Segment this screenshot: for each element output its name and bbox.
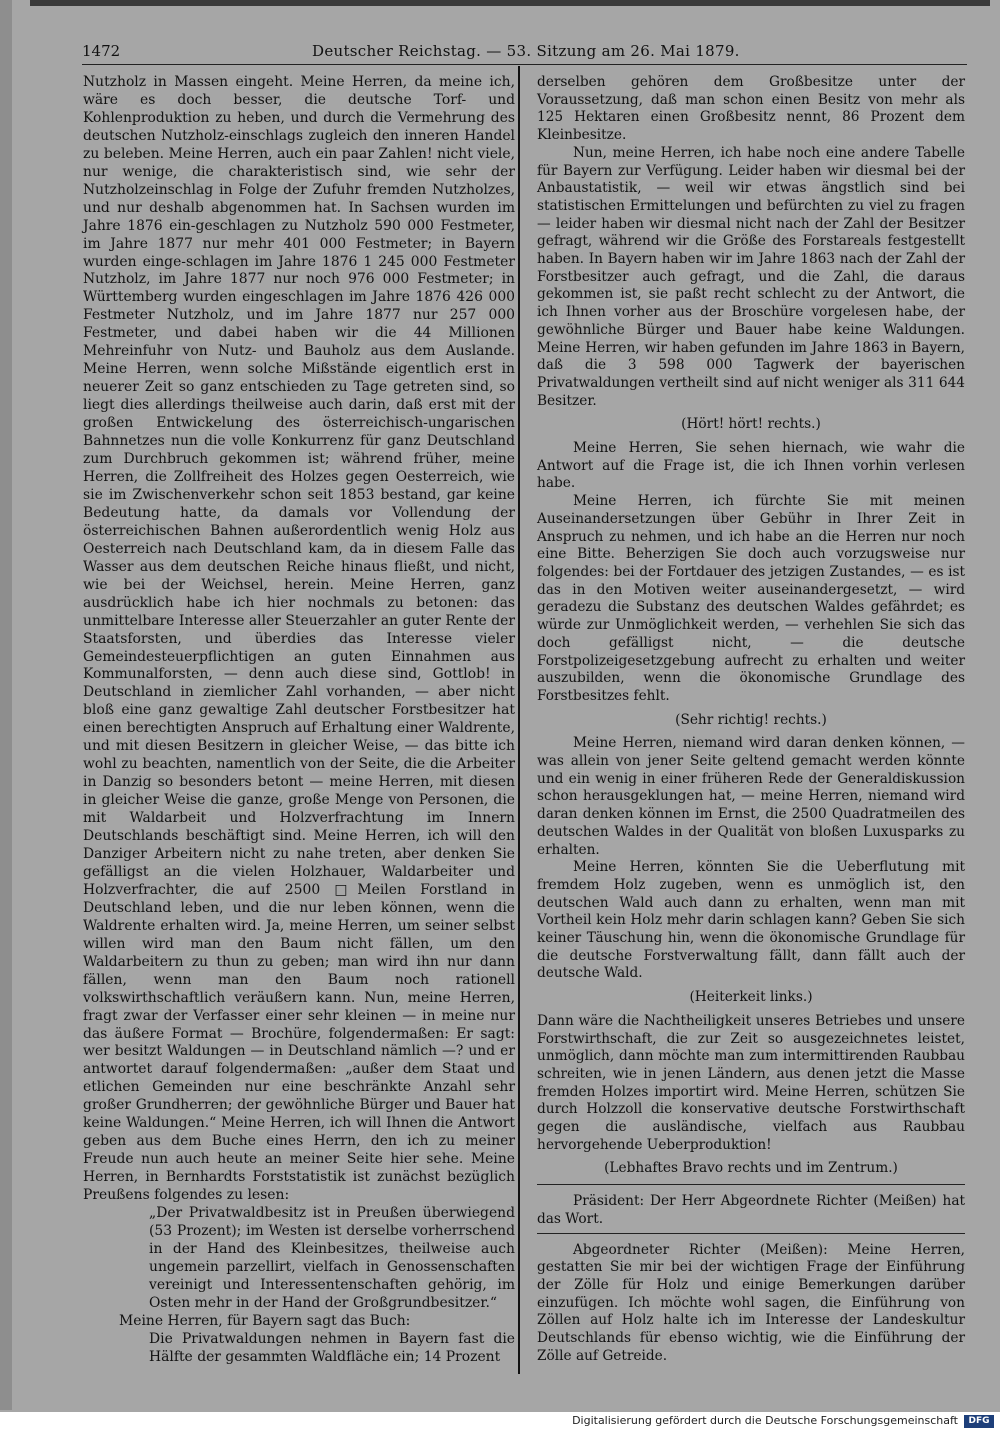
paragraph: Meine Herren, für Bayern sagt das Buch:	[119, 1312, 411, 1329]
interjection: (Hört! hört! rechts.)	[681, 416, 821, 433]
paragraph: derselben gehören dem Großbesitze unter der Voraussetzung, daß man schon einen Besitz von mehr als 125 Hektaren einen Großbesitz nennt, 86 Prozent dem Kleinbesitze.	[537, 74, 965, 144]
page-number: 1472	[82, 42, 121, 60]
scan-left-edge	[0, 0, 12, 1410]
column-divider	[518, 66, 520, 1374]
left-column	[83, 74, 515, 1367]
interjection: (Lebhaftes Bravo rechts und im Zentrum.)	[604, 1160, 898, 1177]
paragraph: Dann wäre die Nachtheiligkeit unseres Betriebes und unsere Forstwirthschaft, die zur Zeit so ausgezeichnetes leistet, unmöglich, dann möchte man zum intermittirenden Raubbau schreiten, wie in jenen Ländern, aus denen jetzt die Masse fremden Holzes importirt wird. Meine Herren, schützen Sie durch Holzzoll die konservative deutsche Forstwirthschaft gegen die ausländische, vielfach aus Raubbau hervorgehende Ueberproduktion!	[537, 1012, 965, 1153]
paragraph: Nun, meine Herren, ich habe noch eine andere Tabelle für Bayern zur Verfügung. Leider haben wir diesmal bei der Anbaustatistik, — weil wir etwas ängstlich sind bei statistischen Ermittelungen und befürchten zu viel zu fragen — leider haben wir diesmal nicht nach der Zahl der Besitzer gefragt, während wir die Größe des Forstareals festgestellt haben. In Bayern haben wir im Jahre 1863 nach der Zahl der Forstbesitzer auch gefragt, und die Zahl, die daraus gekommen ist, sie paßt recht schlecht zu der Antwort, die ich Ihnen vorher aus der Broschüre vorgelesen habe, der gewöhnliche Bürger und Bauer habe keine Waldungen. Meine Herren, wir haben gefunden im Jahre 1863 in Bayern, daß die 3 598 000 Tagwerk der bayerischen Privatwaldungen vertheilt sind auf nicht weniger als 311 644 Besitzer.	[537, 144, 965, 409]
section-rule	[537, 1233, 965, 1234]
running-title: Deutscher Reichstag. — 53. Sitzung am 26. Mai 1879.	[312, 42, 740, 60]
dfg-logo: DFG	[964, 1415, 994, 1428]
paragraph: Meine Herren, könnten Sie die Ueberflutung mit fremdem Holz zugeben, wenn es unmöglich ist, den deutschen Wald auch dann zu erhalten, wenn man mit Vortheil kein Holz mehr darin schlagen kann? Geben Sie sich keiner Täuschung hin, wenn die ökonomische Grundlage für die deutsche Forstverwaltung fällt, dann fällt auch der deutsche Wald.	[537, 859, 965, 982]
paragraph: Meine Herren, Sie sehen hiernach, wie wahr die Antwort auf die Frage ist, die ich Ihnen vorhin verlesen habe.	[537, 440, 965, 492]
footer-credit: Digitalisierung gefördert durch die Deutsche Forschungsgemeinschaft	[572, 1414, 958, 1427]
paragraph: Abgeordneter Richter (Meißen): Meine Herren, gestatten Sie mir bei der wichtigen Frage der Einführung der Zölle für Holz und einige Bemerkungen darüber einzufügen. Ich möchte wohl sagen, die Einführung von Zöllen auf Holz halte ich im Interesse der Landeskultur Deutschlands für ebenso wichtig, wie die Einführung der Zölle auf Getreide.	[537, 1241, 965, 1364]
paragraph: Die Privatwaldungen nehmen in Bayern fast die Hälfte der gesammten Waldfläche ein; 14 Prozent	[149, 1330, 515, 1365]
section-rule	[537, 1184, 965, 1185]
interjection: (Heiterkeit links.)	[689, 989, 813, 1006]
paragraph: „Der Privatwaldbesitz ist in Preußen überwiegend (53 Prozent); im Westen ist derselbe vorherrschend in der Hand des Kleinbesitzes, theilweise auch ungemein parzellirt, vielfach in Genossenschaften vereinigt und Interessentenschaften gehörig, im Osten mehr in der Hand der Großgrundbesitzer.“	[149, 1205, 515, 1311]
interjection: (Sehr richtig! rechts.)	[675, 711, 827, 728]
header-rule	[82, 64, 967, 65]
paragraph: Meine Herren, niemand wird daran denken können, — was allein von jener Seite geltend gemacht werden könnte und ein wenig in einer früheren Rede der Generaldiskussion schon herausgeklungen hat, — meine Herren, niemand wird daran denken können im Ernst, die 2500 Quadratmeilen des deutschen Waldes in der Qualität von bloßen Luxusparks zu erhalten.	[537, 735, 965, 858]
paragraph: Nutzholz in Massen eingeht. Meine Herren, da meine ich, wäre es doch besser, die deutsche Torf- und Kohlenproduktion zu heben, und durch die Vermehrung des deutschen Nutzholz-einschlags zugleich den inneren Handel zu beleben. Meine Herren, auch ein paar Zahlen! nicht viele, nur wenige, die charakteristisch sind, wie sehr der Nutzholzeinschlag in Folge der Zufuhr fremden Nutzholzes, und nur deshalb abgenommen hat. In Sachsen wurden im Jahre 1876 ein-geschlagen zu Nutzholz 590 000 Festmeter, im Jahre 1877 nur mehr 401 000 Festmeter; in Bayern wurden einge-schlagen im Jahre 1876 1 245 000 Festmeter Nutzholz, im Jahre 1877 nur noch 976 000 Festmeter; in Württemberg wurden eingeschlagen im Jahre 1876 426 000 Festmeter Nutzholz, und im Jahre 1877 nur 257 000 Festmeter, und dabei haben wir die 44 Millionen Mehreinfuhr von Nutz- und Bauholz aus dem Auslande. Meine Herren, wenn solche Mißstände eigentlich erst in neuerer Zeit so ganz entschieden zu Tage getreten sind, so liegt dies allerdings theilweise auch darin, daß erst mit der großen Entwickelung des österreichisch-ungarischen Bahnnetzes nun die volle Konkurrenz für ganz Deutschland zum Durchbruch gekommen ist; während früher, meine Herren, die Zollfreiheit des Holzes gegen Oesterreich, wie sie im Zwischenverkehr schon seit 1853 bestand, gar keine Bedeutung hatte, da damals vor Vollendung der österreichischen Bahnen außerordentlich wenig Holz aus Oesterreich nach Deutschland kam, da in diesem Falle das Wasser aus dem deutschen Reiche hinaus fließt, und nicht, wie bei der Weichsel, herein. Meine Herren, ganz ausdrücklich habe ich hier nochmals zu betonen: das unmittelbare Interesse aller Steuerzahler an guter Rente der Staatsforsten, und überdies das Interesse vieler Gemeindesteuerpflichtigen an guten Einnahmen aus Kommunalforsten, — denn auch diese sind, Gottlob! in Deutschland in ziemlicher Zahl vorhanden, — aber nicht bloß eine ganz gewaltige Zahl deutscher Forstbesitzer hat einen berechtigten Anspruch auf Erhaltung einer Waldrente, und mit diesen Besitzern in gleicher Weise, — das bitte ich wohl zu beachten, namentlich von der Seite, die die Arbeiter in Danzig so besonders betont — meine Herren, mit diesen in gleicher Weise die ganze, große Menge von Personen, die mit Waldarbeit und Holzverfrachtung im Innern Deutschlands beschäftigt sind. Meine Herren, ich will den Danziger Arbeitern nicht zu nahe treten, aber denken Sie gefälligst an die vielen Holzhauer, Waldarbeiter und Holzverfrachter, die auf 2500 □Meilen Forstland in Deutschland leben, und die nur leben können, wenn die Waldrente erhalten wird. Ja, meine Herren, um seiner selbst willen wird man den Baum nicht fällen, um den Waldarbeitern zu thun zu geben; man wird ihn nur dann fällen, wenn man den Baum noch rationell volkswirthschaftlich veräußern kann. Nun, meine Herren, fragt zwar der Verfasser einer sehr kleinen — in meine nur das äußere Format — Brochüre, folgendermaßen: Er sagt: wer besitzt Waldungen — in Deutschland nämlich —? und er antwortet darauf folgendermaßen: „außer dem Staat und etlichen Gemeinden nur eine beschränkte Anzahl sehr großer Grundherren; der gewöhnliche Bürger und Bauer hat keine Waldungen.“ Meine Herren, ich will Ihnen die Antwort geben aus dem Buche eines Herrn, den ich zu meiner Freude nun auch heute an meiner Seite hier sehe. Meine Herren, in Bernhardts Forststatistik ist zunächst bezüglich Preußens folgendes zu lesen:	[83, 74, 515, 1204]
page-header	[82, 38, 962, 64]
footer-bar	[0, 1412, 1000, 1432]
paragraph: Präsident: Der Herr Abgeordnete Richter (Meißen) hat das Wort.	[537, 1193, 965, 1227]
paragraph: Meine Herren, ich fürchte Sie mit meinen Auseinandersetzungen über Gebühr in Ihrer Zeit in Anspruch zu nehmen, und ich habe an die Herren nur noch eine Bitte. Beherzigen Sie doch auch vorzugsweise nur folgendes: bei der Fortdauer des jetzigen Zustandes, — es ist das in den Motiven weiter auseinandergesetzt, — wird geradezu die Substanz des deutschen Waldes gefährdet; es würde zur Unmöglichkeit werden, — verhehlen Sie sich das doch gefälligst nicht, — die deutsche Forstpolizeigesetzgebung aufrecht zu erhalten und weiter auszubilden, wenn die ökonomische Grundlage des Forstbesitzes fehlt.	[537, 493, 965, 704]
right-column	[537, 74, 965, 1366]
scan-top-edge	[30, 0, 990, 6]
